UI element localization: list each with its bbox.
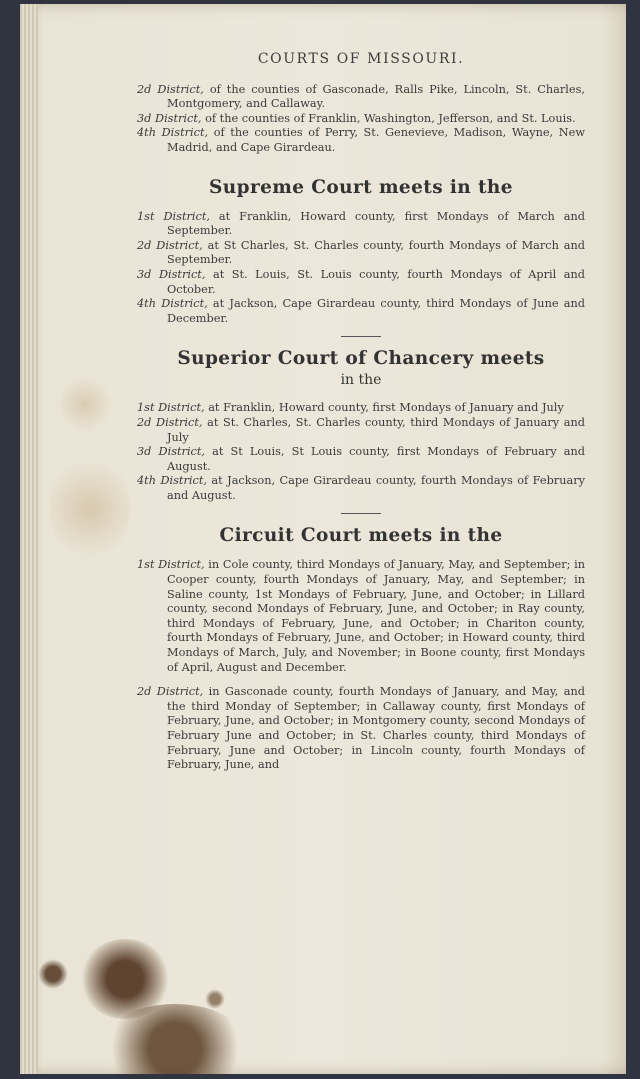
chancery-court-list — [137, 401, 585, 503]
list-item: 2d District, at St. Charles, St. Charles county, third Mondays of January and July — [137, 415, 585, 444]
running-header: COURTS OF MISSOURI. — [257, 51, 465, 67]
list-item: 3d District, at St Louis, St Louis county, first Mondays of February and August. — [137, 445, 585, 473]
circuit-court-title: Circuit Court meets in the — [219, 525, 503, 547]
stain-spot — [100, 1004, 250, 1074]
stain-spot — [38, 959, 68, 989]
circuit-court-list — [137, 558, 585, 772]
chancery-court-subtitle: in the — [340, 372, 382, 389]
page-edge — [20, 4, 38, 1074]
list-item: 2d District, at St Charles, St. Charles county, fourth Mondays of March and September. — [137, 238, 585, 267]
chancery-court-title: Superior Court of Chancery meets — [177, 348, 545, 370]
stain-spot — [205, 989, 225, 1009]
stain-spot — [50, 454, 130, 564]
section-divider — [341, 336, 381, 337]
list-item: 1st District, at Franklin, Howard county, first Mondays of March and September. — [137, 209, 585, 238]
list-item: 1st District, in Cole county, third Mondays of January, May, and September; in Cooper county, fourth Mondays of January, May, and September; in Saline county, 1st Mondays of February, June, and October; in Lillard county, second Mondays of February, June, and October; in Ray county, third Mondays of February, June, and October; in Chariton county, fourth Mondays of February, June, and October; in Howard county, third Mondays of March, July, and November; in Boone county, first Mondays of April, August and December. — [137, 558, 585, 674]
stain-spot — [60, 374, 110, 434]
supreme-court-title: Supreme Court meets in the — [209, 176, 513, 198]
list-item: 3d District, of the counties of Franklin, Washington, Jefferson, and St. Louis. — [137, 111, 576, 125]
supreme-court-list — [137, 210, 585, 327]
list-item: 4th District, at Jackson, Cape Girardeau county, third Mondays of June and December. — [137, 297, 585, 325]
list-item: 4th District, at Jackson, Cape Girardeau county, fourth Mondays of February and August. — [137, 474, 585, 502]
list-item: 2d District, in Gasconade county, fourth Mondays of January, and May, and the third Monday of September; in Callaway county, first Mondays of February, June, and October; in Montgomery county, second Mondays of February June and October; in St. Charles county, third Mondays of February, June and October; in Lincoln county, fourth Mondays of February, June, and — [137, 685, 585, 772]
list-item: 3d District, at St. Louis, St. Louis county, fourth Mondays of April and October. — [137, 267, 586, 296]
stain-spot — [80, 939, 170, 1019]
section-divider — [341, 513, 381, 514]
list-item: 1st District, at Franklin, Howard county, first Mondays of January and July — [137, 401, 564, 415]
list-item: 2d District, of the counties of Gasconade, Ralls Pike, Lincoln, St. Charles, Montgomery, and Callaway. — [137, 82, 585, 111]
page-text — [137, 52, 585, 773]
list-item: 4th District, of the counties of Perry, St. Genevieve, Madison, Wayne, New Madrid, and Cape Girardeau. — [137, 126, 585, 154]
intro-list — [137, 83, 585, 156]
